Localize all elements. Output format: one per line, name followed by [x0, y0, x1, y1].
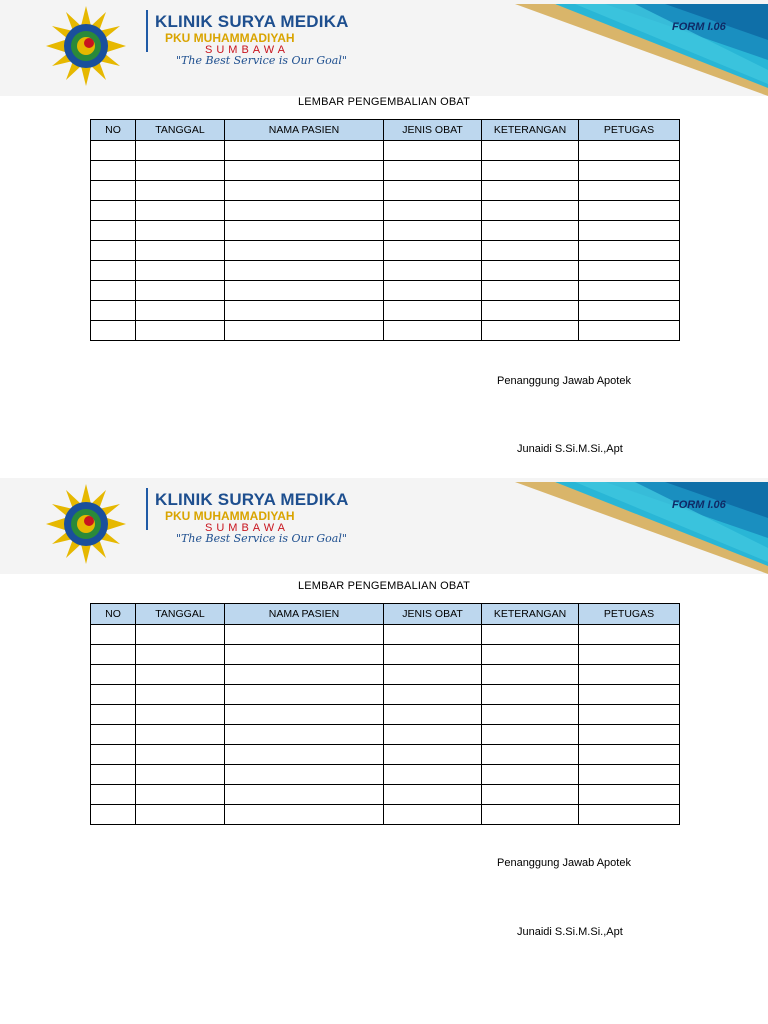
table-row: [91, 321, 680, 341]
table-cell-nama-pasien: [225, 625, 384, 645]
table-cell-nama-pasien: [225, 321, 384, 341]
document-title: LEMBAR PENGEMBALIAN OBAT: [297, 580, 471, 592]
document-title: LEMBAR PENGEMBALIAN OBAT: [297, 96, 471, 108]
table-row: [91, 261, 680, 281]
table-cell-no: [91, 181, 136, 201]
clinic-city: SUMBAWA: [205, 522, 290, 534]
table-cell-tanggal: [136, 241, 225, 261]
column-header-petugas: PETUGAS: [579, 120, 680, 141]
table-cell-no: [91, 745, 136, 765]
table-cell-keterangan: [482, 201, 579, 221]
clinic-name: KLINIK SURYA MEDIKA: [155, 490, 349, 509]
table-cell-nama-pasien: [225, 785, 384, 805]
table-cell-no: [91, 241, 136, 261]
header-divider: [146, 488, 148, 530]
letterhead: [0, 0, 768, 96]
column-header-jenis-obat: JENIS OBAT: [384, 604, 482, 625]
table-cell-tanggal: [136, 181, 225, 201]
table-cell-jenis-obat: [384, 221, 482, 241]
table-row: [91, 785, 680, 805]
table-cell-no: [91, 161, 136, 181]
table-row: [91, 705, 680, 725]
column-header-tanggal: TANGGAL: [136, 120, 225, 141]
table-header-row: [91, 120, 680, 141]
table-cell-nama-pasien: [225, 805, 384, 825]
table-cell-nama-pasien: [225, 161, 384, 181]
table-cell-tanggal: [136, 201, 225, 221]
table-cell-nama-pasien: [225, 685, 384, 705]
table-cell-no: [91, 765, 136, 785]
signatory-name: Junaidi S.Si.M.Si.,Apt: [517, 926, 623, 938]
table-row: [91, 765, 680, 785]
table-cell-nama-pasien: [225, 665, 384, 685]
clinic-name: KLINIK SURYA MEDIKA: [155, 12, 349, 31]
table-cell-no: [91, 725, 136, 745]
table-cell-tanggal: [136, 665, 225, 685]
table-row: [91, 645, 680, 665]
letterhead: [0, 478, 768, 574]
responsible-label: Penanggung Jawab Apotek: [497, 857, 631, 869]
form-sheet-2: [0, 478, 768, 958]
table-cell-nama-pasien: [225, 181, 384, 201]
table-cell-nama-pasien: [225, 201, 384, 221]
table-row: [91, 281, 680, 301]
table-cell-keterangan: [482, 141, 579, 161]
table-cell-petugas: [579, 745, 680, 765]
form-code: FORM I.06: [672, 21, 726, 33]
table-cell-jenis-obat: [384, 665, 482, 685]
table-cell-petugas: [579, 221, 680, 241]
table-cell-jenis-obat: [384, 161, 482, 181]
table-cell-no: [91, 261, 136, 281]
table-cell-tanggal: [136, 745, 225, 765]
table-row: [91, 201, 680, 221]
table-cell-jenis-obat: [384, 765, 482, 785]
table-cell-no: [91, 201, 136, 221]
clinic-subtitle: PKU MUHAMMADIYAH: [165, 509, 295, 523]
table-cell-keterangan: [482, 301, 579, 321]
clinic-subtitle: PKU MUHAMMADIYAH: [165, 31, 295, 45]
return-table: [90, 119, 680, 341]
table-cell-no: [91, 685, 136, 705]
header-divider: [146, 10, 148, 52]
table-cell-tanggal: [136, 161, 225, 181]
table-cell-tanggal: [136, 645, 225, 665]
table-cell-keterangan: [482, 805, 579, 825]
table-row: [91, 805, 680, 825]
signatory-name: Junaidi S.Si.M.Si.,Apt: [517, 443, 623, 455]
table-cell-nama-pasien: [225, 301, 384, 321]
table-cell-petugas: [579, 321, 680, 341]
table-cell-petugas: [579, 625, 680, 645]
table-row: [91, 221, 680, 241]
table-cell-tanggal: [136, 725, 225, 745]
table-cell-keterangan: [482, 685, 579, 705]
table-cell-petugas: [579, 201, 680, 221]
table-cell-tanggal: [136, 221, 225, 241]
table-row: [91, 301, 680, 321]
table-cell-jenis-obat: [384, 745, 482, 765]
table-cell-no: [91, 221, 136, 241]
blue-gold-stripe-graphic: [515, 478, 768, 574]
return-table: [90, 603, 680, 825]
table-cell-nama-pasien: [225, 645, 384, 665]
column-header-petugas: PETUGAS: [579, 604, 680, 625]
table-cell-tanggal: [136, 785, 225, 805]
table-cell-keterangan: [482, 705, 579, 725]
table-cell-nama-pasien: [225, 725, 384, 745]
table-cell-keterangan: [482, 261, 579, 281]
table-cell-keterangan: [482, 221, 579, 241]
table-cell-tanggal: [136, 805, 225, 825]
table-cell-jenis-obat: [384, 301, 482, 321]
table-cell-petugas: [579, 645, 680, 665]
table-cell-keterangan: [482, 241, 579, 261]
table-cell-petugas: [579, 665, 680, 685]
table-cell-jenis-obat: [384, 141, 482, 161]
clinic-city: SUMBAWA: [205, 44, 290, 56]
table-cell-petugas: [579, 725, 680, 745]
table-cell-keterangan: [482, 765, 579, 785]
table-cell-no: [91, 321, 136, 341]
table-cell-nama-pasien: [225, 241, 384, 261]
table-cell-nama-pasien: [225, 261, 384, 281]
table-cell-petugas: [579, 181, 680, 201]
table-row: [91, 161, 680, 181]
clinic-tagline: "The Best Service is Our Goal": [176, 54, 347, 67]
table-cell-tanggal: [136, 765, 225, 785]
table-cell-keterangan: [482, 645, 579, 665]
table-row: [91, 665, 680, 685]
table-cell-petugas: [579, 785, 680, 805]
table-cell-petugas: [579, 805, 680, 825]
table-cell-petugas: [579, 685, 680, 705]
table-cell-tanggal: [136, 261, 225, 281]
table-cell-jenis-obat: [384, 705, 482, 725]
table-cell-keterangan: [482, 181, 579, 201]
column-header-no: NO: [91, 120, 136, 141]
table-row: [91, 725, 680, 745]
table-row: [91, 745, 680, 765]
table-cell-jenis-obat: [384, 261, 482, 281]
table-cell-keterangan: [482, 281, 579, 301]
form-sheet-1: [0, 0, 768, 480]
table-cell-nama-pasien: [225, 141, 384, 161]
table-cell-no: [91, 141, 136, 161]
table-cell-no: [91, 665, 136, 685]
table-cell-jenis-obat: [384, 645, 482, 665]
blue-gold-stripe-graphic: [515, 0, 768, 96]
table-cell-jenis-obat: [384, 625, 482, 645]
table-cell-no: [91, 281, 136, 301]
table-cell-no: [91, 785, 136, 805]
table-cell-petugas: [579, 301, 680, 321]
table-cell-nama-pasien: [225, 281, 384, 301]
table-cell-keterangan: [482, 625, 579, 645]
table-cell-keterangan: [482, 321, 579, 341]
table-cell-jenis-obat: [384, 321, 482, 341]
table-cell-tanggal: [136, 685, 225, 705]
table-header-row: [91, 604, 680, 625]
column-header-no: NO: [91, 604, 136, 625]
table-cell-jenis-obat: [384, 685, 482, 705]
table-cell-jenis-obat: [384, 281, 482, 301]
table-cell-keterangan: [482, 161, 579, 181]
column-header-jenis-obat: JENIS OBAT: [384, 120, 482, 141]
table-cell-nama-pasien: [225, 705, 384, 725]
table-cell-keterangan: [482, 745, 579, 765]
table-cell-tanggal: [136, 301, 225, 321]
table-row: [91, 625, 680, 645]
responsible-label: Penanggung Jawab Apotek: [497, 375, 631, 387]
table-cell-jenis-obat: [384, 785, 482, 805]
table-row: [91, 241, 680, 261]
table-cell-keterangan: [482, 785, 579, 805]
table-cell-jenis-obat: [384, 805, 482, 825]
table-row: [91, 685, 680, 705]
column-header-nama-pasien: NAMA PASIEN: [225, 120, 384, 141]
table-cell-jenis-obat: [384, 241, 482, 261]
table-cell-jenis-obat: [384, 181, 482, 201]
table-cell-tanggal: [136, 321, 225, 341]
table-cell-petugas: [579, 281, 680, 301]
table-cell-petugas: [579, 141, 680, 161]
table-cell-no: [91, 805, 136, 825]
column-header-tanggal: TANGGAL: [136, 604, 225, 625]
table-cell-jenis-obat: [384, 725, 482, 745]
table-cell-jenis-obat: [384, 201, 482, 221]
table-row: [91, 181, 680, 201]
table-cell-no: [91, 301, 136, 321]
table-cell-tanggal: [136, 625, 225, 645]
table-cell-nama-pasien: [225, 221, 384, 241]
clinic-tagline: "The Best Service is Our Goal": [176, 532, 347, 545]
column-header-keterangan: KETERANGAN: [482, 120, 579, 141]
table-cell-no: [91, 705, 136, 725]
table-cell-nama-pasien: [225, 765, 384, 785]
muhammadiyah-sun-seal-icon: [44, 4, 128, 88]
table-cell-nama-pasien: [225, 745, 384, 765]
column-header-keterangan: KETERANGAN: [482, 604, 579, 625]
table-cell-tanggal: [136, 705, 225, 725]
table-cell-tanggal: [136, 141, 225, 161]
muhammadiyah-sun-seal-icon: [44, 482, 128, 566]
table-cell-tanggal: [136, 281, 225, 301]
table-cell-keterangan: [482, 665, 579, 685]
table-row: [91, 141, 680, 161]
column-header-nama-pasien: NAMA PASIEN: [225, 604, 384, 625]
table-cell-no: [91, 645, 136, 665]
table-cell-petugas: [579, 261, 680, 281]
form-code: FORM I.06: [672, 499, 726, 511]
table-cell-no: [91, 625, 136, 645]
table-cell-keterangan: [482, 725, 579, 745]
table-cell-petugas: [579, 241, 680, 261]
table-cell-petugas: [579, 765, 680, 785]
table-cell-petugas: [579, 705, 680, 725]
table-cell-petugas: [579, 161, 680, 181]
